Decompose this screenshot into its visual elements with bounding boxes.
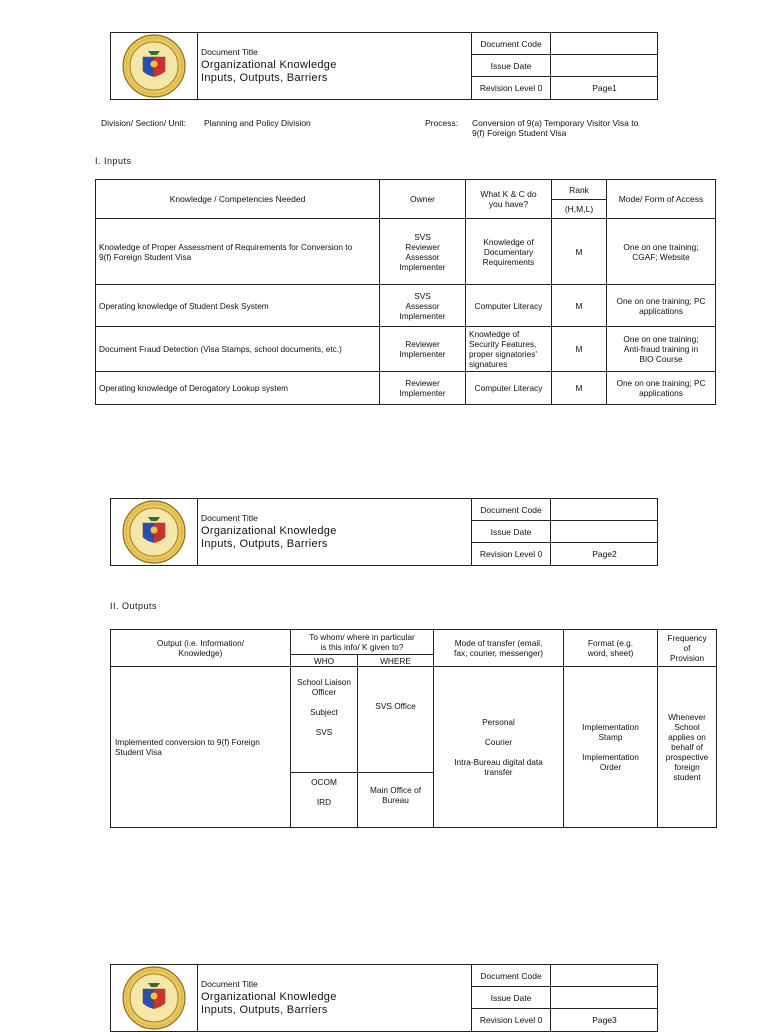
logo-cell	[111, 965, 198, 1031]
process-value-line1: Conversion of 9(a) Temporary Visitor Visa to	[472, 118, 639, 128]
header-where: WHERE	[358, 655, 434, 667]
unit-label: Division/ Section/ Unit:	[101, 118, 187, 128]
doc-title-line1: Organizational Knowledge	[201, 525, 337, 537]
doc-title-line1: Organizational Knowledge	[201, 991, 337, 1003]
table-row	[111, 667, 717, 773]
who-cell: School Liaison Officer Subject SVS	[291, 667, 358, 773]
header-rank: Rank	[552, 180, 607, 200]
title-cell	[197, 33, 472, 99]
page-number: Page2	[592, 549, 617, 559]
table-row	[96, 372, 716, 405]
mode-cell: One on one training; CGAF; Website	[607, 219, 716, 285]
document-code-label: Document Code	[472, 33, 551, 54]
knowledge-cell: Operating knowledge of Derogatory Lookup system	[96, 372, 380, 405]
logo-cell	[111, 499, 198, 565]
table-row	[96, 327, 716, 372]
what-cell: Computer Literacy	[466, 285, 552, 327]
header-who: WHO	[291, 655, 358, 667]
revision-label: Revision Level 0	[472, 77, 551, 99]
who-cell: OCOM IRD	[291, 773, 358, 828]
process-value-line2: 9(f) Foreign Student Visa	[472, 128, 567, 138]
outputs-section-title: II. Outputs	[110, 601, 158, 611]
knowledge-cell: Operating knowledge of Student Desk System	[96, 285, 380, 327]
knowledge-cell: Knowledge of Proper Assessment of Requirements for Conversion to 9(f) Foreign Student Visa	[96, 219, 380, 285]
bureau-seal-icon	[121, 499, 187, 565]
rank-cell: M	[552, 285, 607, 327]
what-cell: Computer Literacy	[466, 372, 552, 405]
header-format: Format (e.g. word, sheet)	[564, 630, 658, 667]
mode-transfer-cell: Personal Courier Intra-Bureau digital data transfer	[434, 667, 564, 828]
outputs-table	[110, 629, 717, 828]
what-cell: Knowledge of Security Features, proper signatories' signatures	[466, 327, 552, 372]
what-cell: Knowledge of Documentary Requirements	[466, 219, 552, 285]
frequency-cell: Whenever School applies on behalf of prospective foreign student	[658, 667, 717, 828]
header-frequency: Frequency of Provision	[658, 630, 717, 667]
doc-title-line2: Inputs, Outputs, Barriers	[201, 1004, 328, 1016]
header-block-page3	[110, 964, 658, 1032]
output-cell: Implemented conversion to 9(f) Foreign Student Visa	[111, 667, 291, 828]
mode-cell: One on one training; PC applications	[607, 285, 716, 327]
format-cell: Implementation Stamp Implementation Order	[564, 667, 658, 828]
process-label: Process:	[425, 118, 459, 128]
title-cell	[197, 499, 472, 565]
mode-cell: One on one training; Anti-fraud training in BIO Course	[607, 327, 716, 372]
owner-cell: Reviewer Implementer	[380, 372, 466, 405]
rank-cell: M	[552, 372, 607, 405]
meta-cells	[472, 33, 658, 99]
owner-cell: SVS Reviewer Assessor Implementer	[380, 219, 466, 285]
header-mode: Mode/ Form of Access	[607, 180, 716, 219]
inputs-section-title: I. Inputs	[95, 156, 132, 166]
header-owner: Owner	[380, 180, 466, 219]
issue-date-label: Issue Date	[472, 55, 551, 76]
header-mode-transfer: Mode of transfer (email, fax, courier, messenger)	[434, 630, 564, 667]
document-code-label: Document Code	[472, 499, 551, 520]
issue-date-label: Issue Date	[472, 521, 551, 542]
revision-label: Revision Level 0	[472, 543, 551, 565]
title-cell	[197, 965, 472, 1031]
doc-title-label: Document Title	[201, 513, 258, 523]
header-what-kc: What K & C do you have?	[466, 180, 552, 219]
header-to-whom: To whom/ where in particular is this info/ K given to?	[291, 630, 434, 655]
owner-cell: SVS Assessor Implementer	[380, 285, 466, 327]
doc-title-line1: Organizational Knowledge	[201, 59, 337, 71]
bureau-seal-icon	[121, 33, 187, 99]
doc-title-line2: Inputs, Outputs, Barriers	[201, 538, 328, 550]
header-output: Output (i.e. Information/ Knowledge)	[111, 630, 291, 667]
meta-cells	[472, 965, 658, 1031]
page-number: Page3	[592, 1015, 617, 1025]
header-rank-sub: (H,M,L)	[552, 200, 607, 219]
header-block-page2	[110, 498, 658, 566]
rank-cell: M	[552, 327, 607, 372]
doc-title-label: Document Title	[201, 979, 258, 989]
mode-cell: One on one training; PC applications	[607, 372, 716, 405]
knowledge-cell: Document Fraud Detection (Visa Stamps, school documents, etc.)	[96, 327, 380, 372]
rank-cell: M	[552, 219, 607, 285]
header-knowledge: Knowledge / Competencies Needed	[96, 180, 380, 219]
doc-title-line2: Inputs, Outputs, Barriers	[201, 72, 328, 84]
table-row	[96, 219, 716, 285]
meta-cells	[472, 499, 658, 565]
where-cell: Main Office of Bureau	[358, 773, 434, 828]
document-code-label: Document Code	[472, 965, 551, 986]
where-cell: SVS Office	[358, 667, 434, 773]
issue-date-label: Issue Date	[472, 987, 551, 1008]
page-number: Page1	[592, 83, 617, 93]
logo-cell	[111, 33, 198, 99]
inputs-table	[95, 179, 716, 405]
header-block-page1	[110, 32, 658, 100]
doc-title-label: Document Title	[201, 47, 258, 57]
bureau-seal-icon	[121, 965, 187, 1031]
unit-value: Planning and Policy Division	[204, 118, 311, 128]
revision-label: Revision Level 0	[472, 1009, 551, 1031]
owner-cell: Reviewer Implementer	[380, 327, 466, 372]
table-row	[96, 285, 716, 327]
